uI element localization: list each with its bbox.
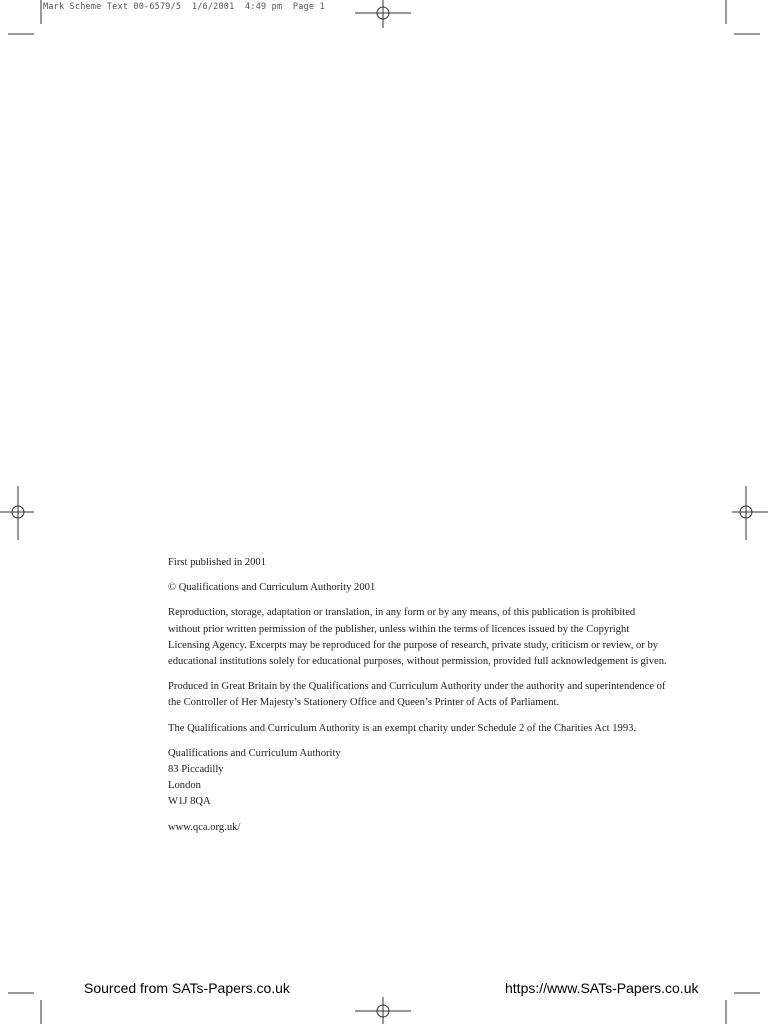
address-postcode: W1J 8QA: [168, 796, 211, 808]
copyright-line: © Qualifications and Curriculum Authority 2001: [168, 582, 376, 594]
registration-mark-left: [0, 486, 34, 540]
first-published-line: First published in 2001: [168, 557, 266, 568]
imprint-block: [168, 555, 668, 845]
registration-mark-right: [732, 486, 768, 540]
publisher-address: [168, 746, 668, 811]
address-city: London: [168, 780, 201, 792]
print-slug-line: Mark Scheme Text 00-6579/5 1/6/2001 4:49 pm Page 1: [43, 2, 325, 12]
production-notice: Produced in Great Britain by the Qualifications and Curriculum Authority under the authority and superintendence of the Controller of Her Majesty’s Stationery Office and Queen’s Printer of Acts of Parliament.: [168, 681, 666, 709]
footer-url-text: https://www.SATs-Papers.co.uk: [505, 980, 699, 996]
address-street: 83 Piccadilly: [168, 764, 224, 776]
reproduction-notice: Reproduction, storage, adaptation or translation, in any form or by any means, of this publication is prohibited without prior written permission of the publisher, unless within the terms of licences issued by the Copyright Licensing Agency. Excerpts may be reproduced for the purpose of research, private study, criticism or review, or by educational institutions solely for educational purposes, without permission, provided full acknowledgement is given.: [168, 607, 667, 668]
registration-mark-top: [355, 0, 411, 28]
charity-notice: The Qualifications and Curriculum Authority is an exempt charity under Schedule 2 of the Charities Act 1993.: [168, 722, 637, 734]
footer-source-text: Sourced from SATs-Papers.co.uk: [84, 980, 290, 996]
registration-mark-bottom: [355, 997, 411, 1024]
website-line: www.qca.org.uk/: [168, 821, 241, 833]
address-org: Qualifications and Curriculum Authority: [168, 747, 341, 759]
